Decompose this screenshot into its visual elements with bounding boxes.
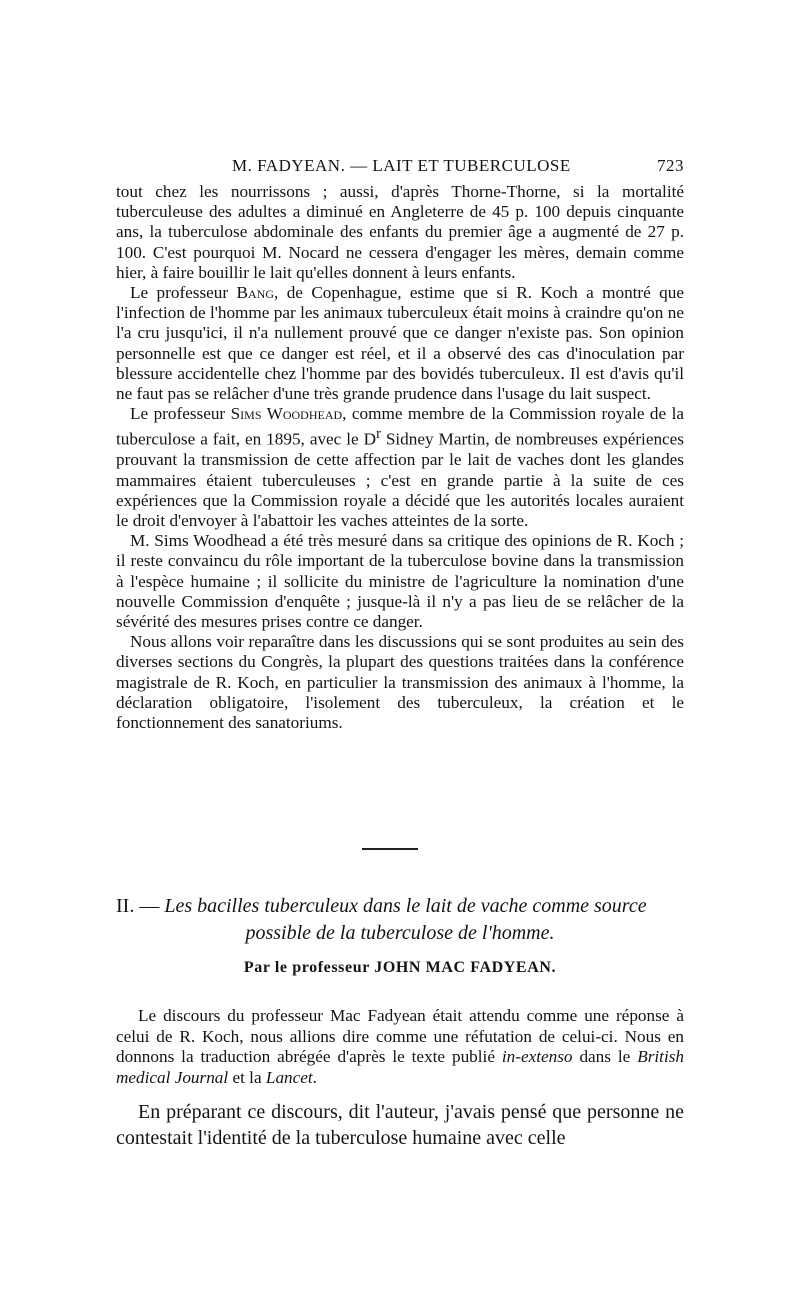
intro-text: et la	[228, 1067, 266, 1087]
paragraph	[116, 283, 684, 404]
paragraph-text: Le professeur	[130, 283, 237, 303]
paragraph-text: , comme membre de la Commission royale de la tuberculose a fait, en 1895, avec le D	[116, 404, 684, 450]
section-divider	[362, 848, 418, 850]
paragraph: tout chez les nourrissons ; aussi, d'après Thorne-Thorne, si la mortalité tuberculeuse des adultes a diminué en Angleterre de 45 p. 100 depuis cinquante ans, la tuberculose abdominale des enfants du premier âge a augmenté de 27 p. 100. C'est pourquoi M. Nocard ne cessera d'engager les mères, demain comme hier, à faire bouillir le lait qu'elles donnent à leurs enfants.	[116, 182, 684, 282]
journal-name: British medical Journal	[116, 1047, 684, 1087]
section-number: II. —	[116, 895, 165, 917]
section-heading	[116, 893, 684, 947]
section-title: Les bacilles tuberculeux dans le lait de vache comme source	[164, 895, 647, 917]
lead-paragraph: En préparant ce discours, dit l'auteur, j'avais pensé que personne ne contestait l'identité de la tuberculose humaine avec celle	[116, 1101, 684, 1149]
section-heading-line-2: possible de la tuberculose de l'homme.	[245, 922, 555, 944]
section-author: Par le professeur JOHN MAC FADYEAN.	[243, 959, 557, 976]
intro-italic: in-extenso	[501, 1047, 573, 1066]
running-title: M. FADYEAN. — LAIT ET TUBERCULOSE	[232, 156, 571, 175]
paragraph-text: Sidney Martin, de nombreuses expériences prouvant la transmission de cette affection par le lait de vaches dont les glandes mammaires étaient tuberculeuses ; c'est en grande partie à la suite de ces expériences que la Commission royale a décidé que les autorités locales auraient le droit d'envoyer à l'abattoir les vaches atteintes de la sorte.	[116, 430, 684, 530]
page-number: 723	[657, 156, 684, 175]
intro-text: .	[312, 1067, 317, 1087]
paragraph: Nous allons voir reparaître dans les discussions qui se sont produites au sein des diverses sections du Congrès, la plupart des questions traitées dans la conférence magistrale de R. Koch, en particulier la transmission des animaux à l'homme, la déclaration obligatoire, l'isolement des tuberculeux, la création et le fonctionnement des sanatoriums.	[116, 632, 684, 733]
body-text	[116, 182, 684, 733]
paragraph	[116, 404, 684, 531]
person-name: Sims Woodhead	[230, 404, 343, 424]
intro-text: Le discours du professeur Mac Fadyean était attendu comme une réponse à celui de R. Koch, nous allions dire comme une réfutation de celui-ci. Nous en donnons la traduction abrégée d'après le texte publié	[116, 1006, 684, 1066]
paragraph: M. Sims Woodhead a été très mesuré dans sa critique des opinions de R. Koch ; il reste convaincu du rôle important de la tuberculose bovine dans la transmission à l'espèce humaine ; il sollicite du ministre de l'agriculture la nomination d'une nouvelle Commission d'enquête ; jusque-là il n'y a pas lieu de se relâcher de la sévérité des mesures prises contre ce danger.	[116, 531, 684, 631]
superscript: r	[376, 426, 381, 443]
journal-name: Lancet	[265, 1067, 313, 1087]
paragraph-text: , de Copenhague, estime que si R. Koch a montré que l'infection de l'homme par les animaux tuberculeux était moins à craindre qu'on ne l'a cru jusqu'ici, il n'a nullement prouvé que ce danger n'existe pas. Son opinion personnelle est que ce danger est réel, et il a observé des cas d'inoculation par blessure accidentelle chez l'homme par des bovidés tuberculeux. Il est d'avis qu'il ne faut pas se relâcher d'une très grande prudence dans l'usage du lait suspect.	[116, 283, 685, 404]
person-name: Bang	[236, 283, 274, 303]
section-heading-line-1	[116, 893, 684, 920]
intro-paragraph	[116, 1006, 684, 1088]
intro-text: dans le	[572, 1047, 638, 1066]
paragraph-text: Le professeur	[130, 404, 231, 424]
